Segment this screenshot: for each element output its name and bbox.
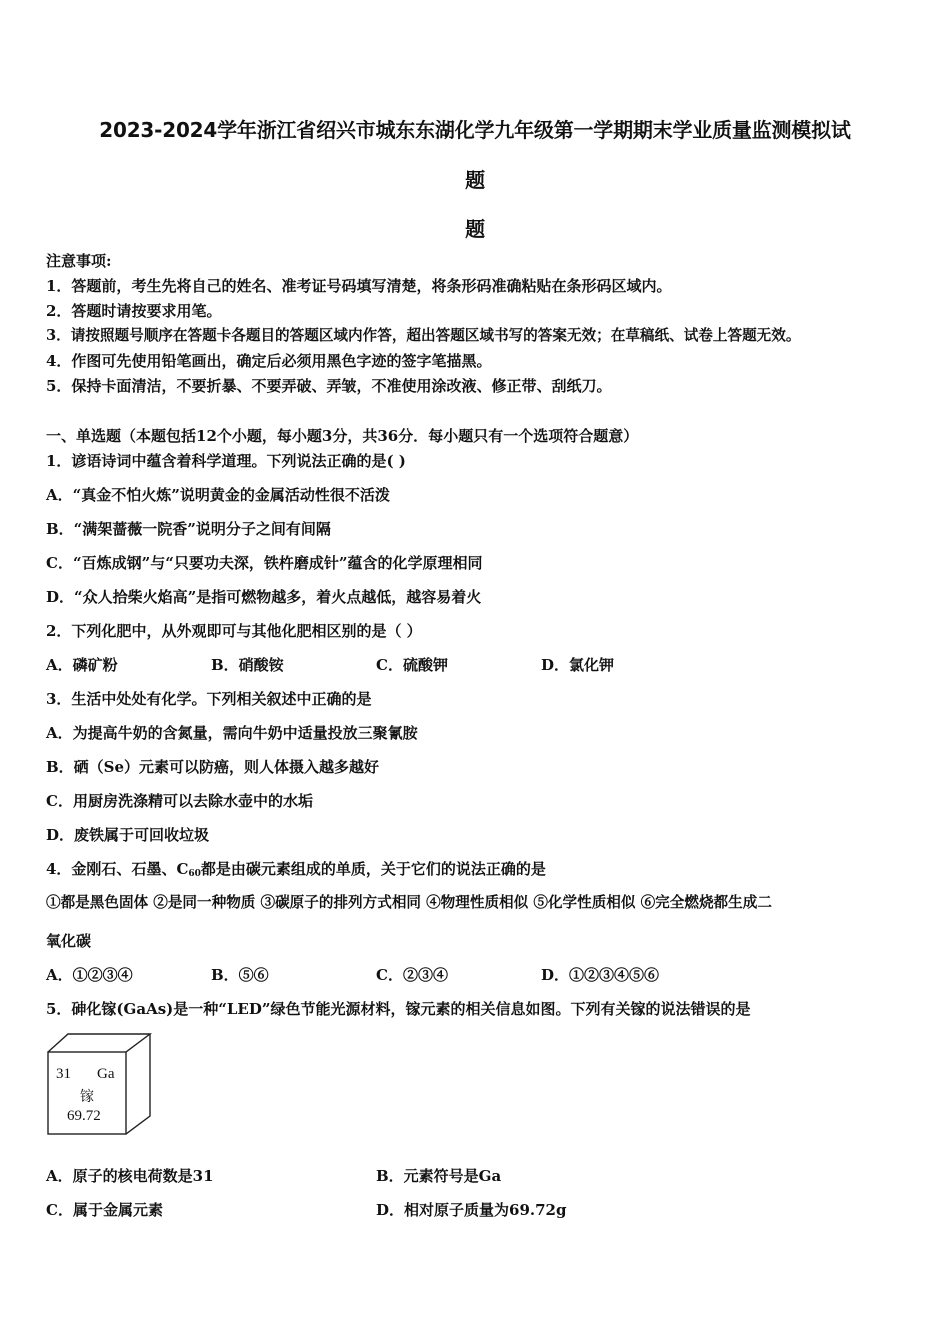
- question-1-option-c: C．“百炼成钢”与“只要功夫深，铁杵磨成针”蕴含的化学原理相同: [46, 554, 483, 572]
- question-4-option-a: A．①②③④: [46, 966, 133, 984]
- question-4-statements-cont: 氧化碳: [46, 932, 92, 950]
- notice-item: 5．保持卡面清洁，不要折暴、不要弄破、弄皱，不准使用涂改液、修正带、刮纸刀。: [46, 377, 612, 395]
- element-symbol: Ga: [97, 1066, 115, 1082]
- question-5-stem: 5．砷化镓(GaAs)是一种“LED”绿色节能光源材料，镓元素的相关信息如图。下列有关镓的说法错误的是: [46, 1000, 751, 1018]
- question-2-option-d: D．氯化钾: [541, 656, 615, 674]
- section-heading: 一、单选题（本题包括12个小题，每小题3分，共36分．每小题只有一个选项符合题意）: [46, 427, 639, 445]
- question-1-option-d: D．“众人拾柴火焰高”是指可燃物越多，着火点越低，越容易着火: [46, 588, 482, 606]
- notice-item: 4．作图可先使用铅笔画出，确定后必须用黑色字迹的签字笔描黑。: [46, 352, 492, 370]
- question-1-stem: 1．谚语诗词中蕴含着科学道理。下列说法正确的是( ): [46, 452, 406, 470]
- question-3-option-d: D．废铁属于可回收垃圾: [46, 826, 210, 844]
- question-3-option-a: A．为提高牛奶的含氮量，需向牛奶中适量投放三聚氰胺: [46, 724, 418, 742]
- question-1-option-a: A．“真金不怕火炼”说明黄金的金属活动性很不活泼: [46, 486, 390, 504]
- page-title-line-3: 题: [465, 217, 485, 241]
- notice-item: 2．答题时请按要求用笔。: [46, 302, 222, 320]
- question-2-option-c: C．硫酸钾: [376, 656, 448, 674]
- question-3-option-c: C．用厨房洗涤精可以去除水壶中的水垢: [46, 792, 313, 810]
- question-3-stem: 3．生活中处处有化学。下列相关叙述中正确的是: [46, 690, 372, 708]
- question-5-option-c: C．属于金属元素: [46, 1201, 163, 1219]
- question-4-stem-subscript: 60: [188, 869, 201, 879]
- question-4-stem-suffix: 都是由碳元素组成的单质，关于它们的说法正确的是: [200, 860, 546, 878]
- element-atomic-number: 31: [56, 1066, 71, 1082]
- question-3-option-b: B．硒（Se）元素可以防癌，则人体摄入越多越好: [46, 758, 380, 776]
- notice-heading: 注意事项:: [46, 252, 112, 270]
- question-4-option-c: C．②③④: [376, 966, 448, 984]
- question-4-option-b: B．⑤⑥: [211, 966, 269, 984]
- question-4-option-d: D．①②③④⑤⑥: [541, 966, 660, 984]
- element-card-cube: [46, 1032, 156, 1136]
- question-2-stem: 2．下列化肥中，从外观即可与其他化肥相区别的是（ ）: [46, 622, 422, 640]
- page-title-line-1: 2023-2024学年浙江省绍兴市城东东湖化学九年级第一学期期末学业质量监测模拟试: [99, 118, 851, 142]
- element-card-figure: [46, 1032, 156, 1136]
- question-5-option-a: A．原子的核电荷数是31: [46, 1167, 214, 1185]
- question-1-option-b: B．“满架蔷薇一院香”说明分子之间有间隔: [46, 520, 331, 538]
- question-2-option-a: A．磷矿粉: [46, 656, 118, 674]
- page-title-line-2: 题: [465, 168, 485, 192]
- question-2-option-b: B．硝酸铵: [211, 656, 284, 674]
- question-5-option-b: B．元素符号是Ga: [376, 1167, 502, 1185]
- question-4-stem-prefix: 4．金刚石、石墨、C: [46, 860, 189, 878]
- notice-item: 1．答题前，考生先将自己的姓名、准考证号码填写清楚，将条形码准确粘贴在条形码区域内。: [46, 277, 672, 295]
- element-atomic-mass: 69.72: [67, 1108, 101, 1124]
- question-5-option-d: D．相对原子质量为69.72g: [376, 1201, 567, 1219]
- notice-item: 3．请按照题号顺序在答题卡各题目的答题区域内作答，超出答题区域书写的答案无效；在草稿纸、试卷上答题无效。: [46, 327, 801, 344]
- element-name: 镓: [80, 1089, 94, 1105]
- question-4-stem: [46, 859, 546, 884]
- question-4-statements: ①都是黑色固体 ②是同一种物质 ③碳原子的排列方式相同 ④物理性质相似 ⑤化学性质相似 ⑥完全燃烧都生成二: [46, 894, 772, 911]
